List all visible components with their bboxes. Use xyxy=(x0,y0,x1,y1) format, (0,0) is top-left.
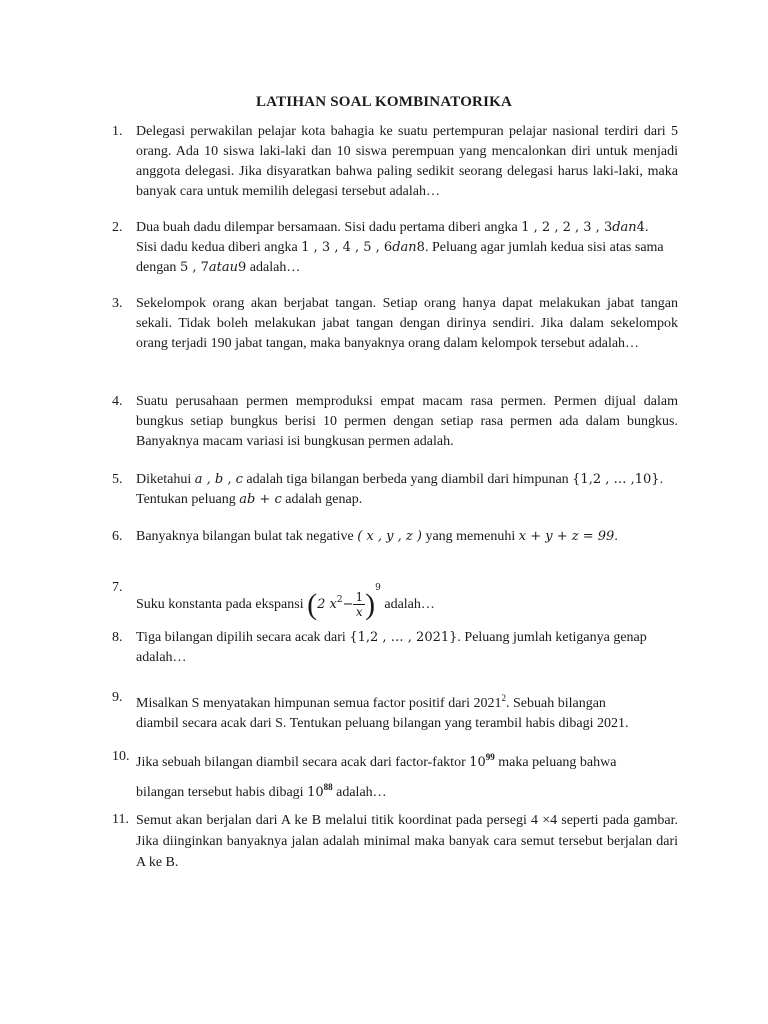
text-run: Tiga bilangan dipilih secara acak dari xyxy=(136,630,350,645)
math-run: − xyxy=(342,597,354,612)
text-run: . xyxy=(659,472,664,487)
math-run: 10 xyxy=(307,785,324,800)
question-text xyxy=(136,470,678,510)
text-run: Diketahui xyxy=(136,472,195,487)
math-run: 1 , 3 , 4 , 5 , 6 xyxy=(301,240,393,255)
text-run: adalah… xyxy=(332,785,387,800)
math-run: atau xyxy=(208,260,238,275)
math-run: 1 , 2 , 2 , 3 , 3 xyxy=(521,220,613,235)
question-1 xyxy=(112,122,678,202)
math-run: 10 xyxy=(469,755,486,770)
text-run: . Peluang agar jumlah kedua sisi atas sama xyxy=(424,240,664,255)
page-title: LATIHAN SOAL KOMBINATORIKA xyxy=(255,94,513,110)
question-4 xyxy=(112,392,678,452)
question-number: 9. xyxy=(112,690,123,705)
text-run: dengan xyxy=(136,260,180,275)
math-run: {1,2 , … , 2021} xyxy=(349,630,458,645)
question-10 xyxy=(112,747,678,803)
math-run: 9 xyxy=(238,260,247,275)
question-text xyxy=(136,747,678,803)
text-run: yang memenuhi xyxy=(421,529,519,544)
question-number: 7. xyxy=(112,580,123,595)
question-number: 11. xyxy=(112,812,129,827)
math-run: a , b , c xyxy=(194,472,243,487)
question-number: 10. xyxy=(112,749,130,764)
question-5 xyxy=(112,470,678,510)
exponent: 2 xyxy=(336,595,343,605)
text-run: Tentukan peluang xyxy=(136,492,240,507)
question-number: 2. xyxy=(112,220,123,235)
question-number: 4. xyxy=(112,394,123,409)
question-text xyxy=(136,578,678,619)
question-7 xyxy=(112,578,678,619)
text-run: adalah… xyxy=(136,650,187,665)
text-run: . Peluang jumlah ketiganya genap xyxy=(457,630,647,645)
exponent: 2 xyxy=(501,693,506,703)
question-text xyxy=(136,688,678,734)
text-run: adalah… xyxy=(246,260,301,275)
question-text: Sekelompok orang akan berjabat tangan. Setiap orang hanya dapat melakukan jabat tangan sekali. Tidak boleh melakukan jabat tangan dengan dirinya sendiri. Jika dalam sekelompok orang terjadi 190 jabat tangan, maka banyaknya orang dalam kelompok tersebut adalah… xyxy=(136,296,678,351)
text-run: diambil secara acak dari S. Tentukan peluang bilangan yang terambil habis dibagi 2021. xyxy=(136,716,629,731)
question-number: 8. xyxy=(112,630,123,645)
question-number: 3. xyxy=(112,296,123,311)
math-run: dan xyxy=(612,220,637,235)
exponent: 99 xyxy=(485,752,495,762)
question-text xyxy=(136,628,678,668)
math-run: 8 xyxy=(416,240,425,255)
math-run: ab + c xyxy=(239,492,282,507)
text-run: Misalkan S menyatakan himpunan semua factor positif dari xyxy=(136,696,474,711)
question-8 xyxy=(112,628,678,668)
question-11 xyxy=(112,810,678,873)
left-paren: ( xyxy=(307,587,318,621)
text-run: adalah tiga bilangan berbeda yang diambil dari himpunan xyxy=(242,472,573,487)
question-2 xyxy=(112,218,678,278)
text-run: Suku konstanta pada ekspansi xyxy=(136,597,308,612)
text-run: adalah genap. xyxy=(281,492,363,507)
math-run: 2 x xyxy=(317,597,337,612)
math-run: ( x , y , z ) xyxy=(357,529,422,544)
question-number: 5. xyxy=(112,472,123,487)
exponent: 88 xyxy=(323,782,333,792)
math-run: dan xyxy=(392,240,417,255)
fraction-numerator: 1 xyxy=(355,590,364,605)
math-run: {1,2 , … ,10} xyxy=(572,472,660,487)
text-run: Sisi dadu kedua diberi angka xyxy=(136,240,302,255)
fraction-denominator: x xyxy=(355,605,363,620)
math-run: 5 , 7 xyxy=(179,260,209,275)
question-3 xyxy=(112,294,678,354)
math-run: 4 xyxy=(636,220,645,235)
text-run: Jika sebuah bilangan diambil secara acak dari factor-faktor xyxy=(136,755,470,770)
text-run: maka peluang bahwa xyxy=(494,755,617,770)
right-paren: ) xyxy=(365,587,376,621)
question-number: 1. xyxy=(112,124,123,139)
question-number: 6. xyxy=(112,529,123,544)
question-text xyxy=(136,527,678,547)
question-text: Semut akan berjalan dari A ke B melalui titik koordinat pada persegi 4 ×4 seperti pada gambar. Jika diinginkan banyaknya jalan adalah minimal maka banyak cara semut tersebut berjalan dari A ke B. xyxy=(136,813,678,870)
math-run: 2021 xyxy=(473,696,502,711)
question-text xyxy=(136,218,678,278)
question-9 xyxy=(112,688,678,734)
exponent: 9 xyxy=(375,583,381,593)
text-run: . Sebuah bilangan xyxy=(505,696,606,711)
text-run: . xyxy=(614,529,618,544)
text-run: Banyaknya bilangan bulat tak negative xyxy=(136,529,358,544)
question-text: Delegasi perwakilan pelajar kota bahagia ke suatu pertempuran pelajar nasional terdiri dari 5 orang. Ada 10 siswa laki-laki dan 10 siswa perempuan yang mencalonkan diri untuk menjadi anggota delegasi. Jika disyaratkan bahwa paling sedikit seorang delegasi harus laki-laki, maka banyak cara untuk memilih delegasi tersebut adalah… xyxy=(136,124,678,199)
text-run: adalah… xyxy=(380,597,435,612)
text-run: bilangan tersebut habis dibagi xyxy=(136,785,308,800)
fraction xyxy=(353,590,365,619)
question-6 xyxy=(112,527,678,547)
text-run: . xyxy=(644,220,649,235)
math-run: x + y + z = 99 xyxy=(518,529,615,544)
text-run: Dua buah dadu dilempar bersamaan. Sisi dadu pertama diberi angka xyxy=(136,220,522,235)
question-text: Suatu perusahaan permen memproduksi empat macam rasa permen. Permen dijual dalam bungkus setiap bungkus berisi 10 permen dengan setiap rasa permen ada dalam bungkus. Banyaknya macam variasi isi bungkusan permen adalah. xyxy=(136,394,678,449)
